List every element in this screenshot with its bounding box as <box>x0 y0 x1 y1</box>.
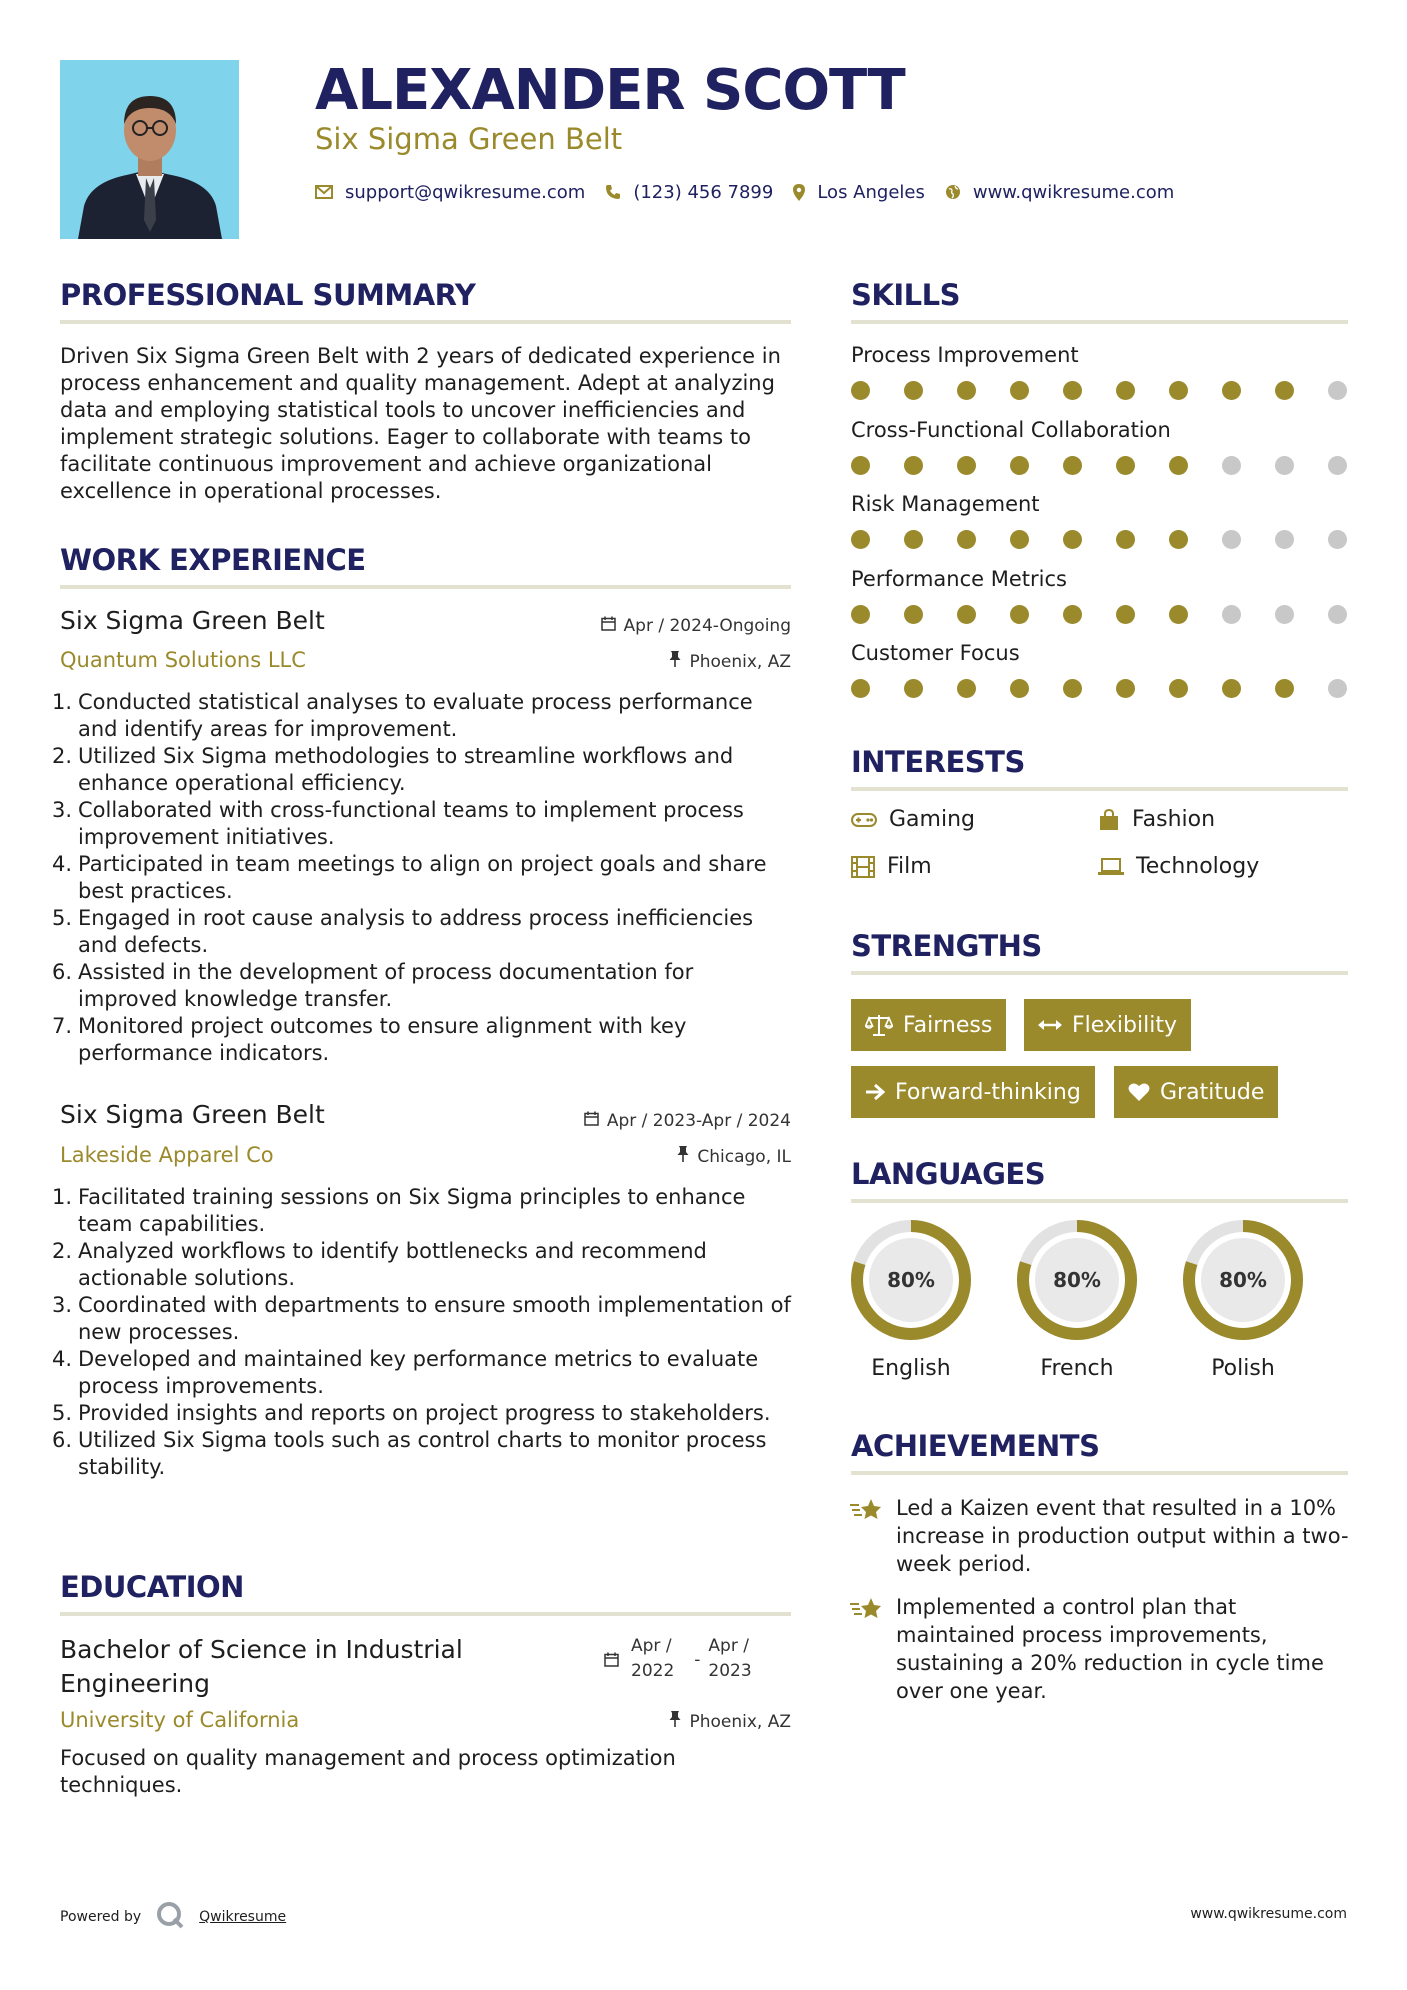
rating-dot <box>1275 605 1294 624</box>
job-dates <box>601 616 791 636</box>
skills-heading: SKILLS <box>851 278 960 312</box>
education-dates: Apr / 2022 - Apr / 2023 <box>604 1634 752 1684</box>
summary-heading: PROFESSIONAL SUMMARY <box>60 278 476 312</box>
rating-dot <box>1116 381 1135 400</box>
skill-rating <box>851 381 1347 400</box>
strength-tag-flexibility: Flexibility <box>1024 999 1191 1051</box>
rating-dot <box>1328 530 1347 549</box>
shooting-star-icon <box>849 1497 883 1527</box>
rating-dot <box>1010 381 1029 400</box>
laptop-icon <box>1098 858 1124 876</box>
calendar-icon <box>584 1111 599 1131</box>
rating-dot <box>1169 605 1188 624</box>
rating-dot <box>851 605 870 624</box>
rating-dot <box>957 605 976 624</box>
rating-dot <box>1063 679 1082 698</box>
education-heading: EDUCATION <box>60 1570 244 1604</box>
list-item: 1. Conducted statistical analyses to evaluate process performance and identify areas for improvement. <box>52 690 753 741</box>
footer-powered-by <box>60 1900 286 1934</box>
rating-dot <box>1169 530 1188 549</box>
degree-title: Bachelor of Science in Industrial Engineering <box>60 1635 463 1698</box>
rating-dot <box>904 456 923 475</box>
rating-dot <box>1116 530 1135 549</box>
education-description: Focused on quality management and process optimization techniques. <box>60 1746 676 1797</box>
rating-dot <box>1275 530 1294 549</box>
language-polish <box>1181 1218 1305 1381</box>
arrows-horizontal-icon <box>1038 1018 1062 1032</box>
rating-dot <box>904 381 923 400</box>
section-divider <box>60 320 791 324</box>
pushpin-icon <box>669 651 681 672</box>
rating-dot <box>1275 456 1294 475</box>
skill-rating <box>851 530 1347 549</box>
language-percent: 80% <box>887 1268 935 1292</box>
shopping-bag-icon <box>1098 809 1120 831</box>
balance-scale-icon <box>865 1014 893 1036</box>
rating-dot <box>1328 381 1347 400</box>
profile-photo <box>60 60 239 239</box>
list-item: 5. Engaged in root cause analysis to address process inefficiencies and defects. <box>52 906 754 957</box>
candidate-name: ALEXANDER SCOTT <box>315 58 905 123</box>
list-item: 1. Facilitated training sessions on Six Sigma principles to enhance team capabilities. <box>52 1185 746 1236</box>
pushpin-icon <box>669 1711 681 1732</box>
rating-dot <box>1222 456 1241 475</box>
job-title: Six Sigma Green Belt <box>60 1100 325 1129</box>
list-item: 3. Coordinated with departments to ensure smooth implementation of new processes. <box>52 1293 791 1344</box>
skill-name: Customer Focus <box>851 641 1020 665</box>
rating-dot <box>1222 679 1241 698</box>
shooting-star-icon <box>849 1596 883 1626</box>
rating-dot <box>957 530 976 549</box>
calendar-icon <box>604 1650 619 1675</box>
rating-dot <box>1063 381 1082 400</box>
language-french <box>1015 1218 1139 1381</box>
rating-dot <box>904 530 923 549</box>
interests-heading: INTERESTS <box>851 745 1025 779</box>
rating-dot <box>1116 679 1135 698</box>
rating-dot <box>1328 679 1347 698</box>
rating-dot <box>1116 605 1135 624</box>
contact-bar <box>315 178 1194 206</box>
arrow-right-icon <box>865 1083 885 1101</box>
phone-text: (123) 456 7899 <box>633 181 774 203</box>
experience-heading: WORK EXPERIENCE <box>60 543 366 577</box>
company-name: Quantum Solutions LLC <box>60 648 306 672</box>
company-name: Lakeside Apparel Co <box>60 1143 274 1167</box>
heart-icon <box>1128 1082 1150 1102</box>
gamepad-icon <box>851 812 877 828</box>
strength-tag-forward-thinking: Forward-thinking <box>851 1066 1095 1118</box>
interest-fashion: Fashion <box>1098 807 1215 832</box>
rating-dot <box>1169 679 1188 698</box>
rating-dot <box>1275 679 1294 698</box>
strength-tag-gratitude: Gratitude <box>1114 1066 1278 1118</box>
map-pin-icon <box>793 184 805 201</box>
rating-dot <box>904 605 923 624</box>
rating-dot <box>1010 456 1029 475</box>
rating-dot <box>1275 381 1294 400</box>
job-bullets <box>52 1184 795 1481</box>
list-item: 6. Utilized Six Sigma tools such as control charts to monitor process stability. <box>52 1428 767 1479</box>
section-divider <box>851 1199 1348 1203</box>
list-item: 4. Developed and maintained key performance metrics to evaluate process improvements. <box>52 1347 759 1398</box>
contact-website[interactable] <box>945 182 1174 203</box>
list-item: 5. Provided insights and reports on project progress to stakeholders. <box>52 1401 771 1425</box>
skill-rating <box>851 679 1347 698</box>
skill-name: Process Improvement <box>851 343 1079 367</box>
job-location <box>669 651 791 672</box>
language-name: Polish <box>1211 1356 1275 1381</box>
rating-dot <box>1328 605 1347 624</box>
list-item: 2. Analyzed workflows to identify bottlenecks and recommend actionable solutions. <box>52 1239 707 1290</box>
job-location-text: Chicago, IL <box>697 1146 791 1167</box>
rating-dot <box>1222 530 1241 549</box>
list-item: 4. Participated in team meetings to align on project goals and share best practices. <box>52 852 767 903</box>
section-divider <box>60 1612 791 1616</box>
rating-dot <box>1063 530 1082 549</box>
email-text: support@qwikresume.com <box>345 181 586 203</box>
rating-dot <box>1222 381 1241 400</box>
rating-dot <box>851 530 870 549</box>
interest-film: Film <box>851 854 932 879</box>
school-name: University of California <box>60 1708 300 1732</box>
globe-icon <box>945 184 961 200</box>
qwikresume-logo-icon <box>155 1900 185 1934</box>
languages-heading: LANGUAGES <box>851 1157 1046 1191</box>
section-divider <box>60 585 791 589</box>
rating-dot <box>1063 456 1082 475</box>
job-dates-text: Apr / 2023-Apr / 2024 <box>606 1111 791 1131</box>
rating-dot <box>1222 605 1241 624</box>
strengths-heading: STRENGTHS <box>851 929 1042 963</box>
footer-website[interactable]: www.qwikresume.com <box>1190 1906 1347 1922</box>
summary-text: Driven Six Sigma Green Belt with 2 years of dedicated experience in process enhancement and quality management. Adept at analyzing data and employing statistical tools to uncover inefficiencies and implement strategic solutions. Eager to collaborate with teams to facilitate continuous improvement and achieve organizational excellence in operational processes. <box>60 344 781 503</box>
achievement-item: Implemented a control plan that maintained process improvements, sustaining a 20% reduction in cycle time over one year. <box>896 1595 1324 1703</box>
list-item: 6. Assisted in the development of process documentation for improved knowledge transfer. <box>52 960 694 1011</box>
job-location <box>677 1146 791 1167</box>
rating-dot <box>1010 605 1029 624</box>
language-name: English <box>871 1356 951 1381</box>
language-name: French <box>1040 1356 1114 1381</box>
rating-dot <box>957 679 976 698</box>
powered-by-label: Powered by <box>60 1909 142 1925</box>
section-divider <box>851 787 1348 791</box>
language-english <box>849 1218 973 1381</box>
film-icon <box>851 856 875 878</box>
strength-tag-fairness: Fairness <box>851 999 1006 1051</box>
section-divider <box>851 1471 1348 1475</box>
skill-name: Cross-Functional Collaboration <box>851 417 1171 442</box>
contact-phone[interactable] <box>605 182 773 203</box>
skill-name: Performance Metrics <box>851 566 1067 591</box>
skill-rating <box>851 605 1347 624</box>
rating-dot <box>1169 381 1188 400</box>
job-title: Six Sigma Green Belt <box>60 606 325 635</box>
rating-dot <box>851 456 870 475</box>
pushpin-icon <box>677 1146 689 1167</box>
education-location: Phoenix, AZ <box>669 1711 791 1732</box>
rating-dot <box>1010 530 1029 549</box>
job-dates <box>584 1111 791 1131</box>
skill-rating <box>851 456 1347 475</box>
interest-technology: Technology <box>1098 854 1259 879</box>
job-location-text: Phoenix, AZ <box>689 651 791 672</box>
website-text: www.qwikresume.com <box>972 181 1175 203</box>
section-divider <box>851 320 1348 324</box>
language-percent: 80% <box>1053 1268 1101 1292</box>
rating-dot <box>1063 605 1082 624</box>
list-item: 2. Utilized Six Sigma methodologies to streamline workflows and enhance operational efficiency. <box>52 744 734 795</box>
rating-dot <box>957 381 976 400</box>
qwikresume-link[interactable]: Qwikresume <box>199 1909 287 1925</box>
list-item: 3. Collaborated with cross-functional teams to implement process improvement initiatives. <box>52 798 744 849</box>
phone-icon <box>605 184 621 200</box>
envelope-icon <box>315 185 333 199</box>
contact-email[interactable] <box>315 182 585 203</box>
location-text: Los Angeles <box>817 181 925 203</box>
rating-dot <box>1116 456 1135 475</box>
rating-dot <box>851 381 870 400</box>
rating-dot <box>1010 679 1029 698</box>
rating-dot <box>1169 456 1188 475</box>
candidate-title: Six Sigma Green Belt <box>315 122 623 156</box>
calendar-icon <box>601 616 616 636</box>
skill-name: Risk Management <box>851 492 1040 516</box>
achievement-item: Led a Kaizen event that resulted in a 10% increase in production output within a two-week period. <box>896 1496 1349 1576</box>
job-dates-text: Apr / 2024-Ongoing <box>623 616 791 636</box>
rating-dot <box>851 679 870 698</box>
rating-dot <box>904 679 923 698</box>
contact-location <box>793 182 925 203</box>
interest-gaming: Gaming <box>851 807 975 832</box>
achievements-heading: ACHIEVEMENTS <box>851 1429 1100 1463</box>
job-bullets <box>52 689 795 1067</box>
section-divider <box>851 971 1348 975</box>
rating-dot <box>1328 456 1347 475</box>
language-percent: 80% <box>1219 1268 1267 1292</box>
list-item: 7. Monitored project outcomes to ensure alignment with key performance indicators. <box>52 1014 687 1065</box>
rating-dot <box>957 456 976 475</box>
